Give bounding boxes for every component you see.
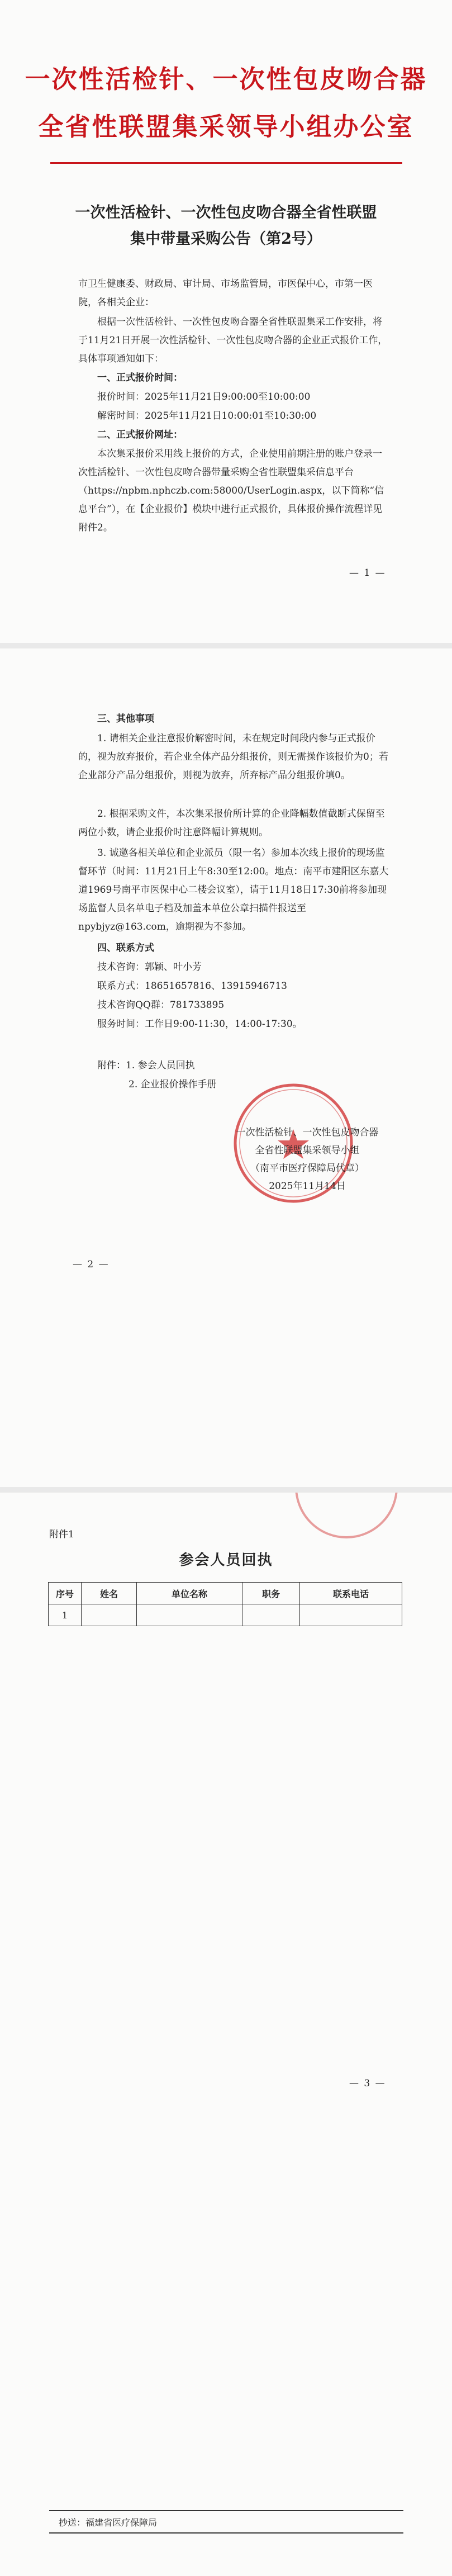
table-cell xyxy=(300,1604,402,1626)
column-header: 姓名 xyxy=(82,1583,137,1604)
table-header-row xyxy=(49,1583,402,1604)
page-3 xyxy=(0,1493,452,2576)
document-title-line-1: 一次性活检针、一次性包皮吻合器全省性联盟 xyxy=(75,204,377,221)
section-3-heading: 三、其他事项 xyxy=(97,713,154,724)
contact-phone: 联系方式：18651657816、13915946713 xyxy=(97,981,287,992)
section-2-heading: 二、正式报价网址： xyxy=(97,429,183,441)
page-number-2: — 2 — xyxy=(73,1259,110,1270)
decrypt-time: 解密时间：2025年11月21日10:00:01至10:30:00 xyxy=(97,410,317,422)
column-header: 联系电话 xyxy=(300,1583,402,1604)
attachments-label-text: 附件： xyxy=(97,1060,126,1071)
section-2-body: 本次集采报价采用线上报价的方式，企业使用前期注册的账户登录一次性活检针、一次性包皮吻合器带量采购全省性联盟集采信息平台（https://npbm.nphczb.com:58000/UserLogin.aspx，以下简称“信息平台”），在【企业报价】模块中进行正式报价，具体报价操作流程详见附件2。 xyxy=(78,448,384,533)
issuer-header-line-2: 全省性联盟集采领导小组办公室 xyxy=(38,112,414,141)
other-item-2: 2. 根据采购文件，本次集采报价所计算的企业降幅数值截断式保留至两位小数，请企业报价时注意降幅计算规则。 xyxy=(78,808,385,838)
signature-line-2: 全省性联盟集采领导小组 xyxy=(255,1145,360,1156)
quote-time: 报价时间：2025年11月21日9:00:00至10:00:00 xyxy=(97,391,311,402)
contact-staff: 技术咨询：郭颖、叶小芳 xyxy=(97,962,202,973)
attachment-2: 2. 企业报价操作手册 xyxy=(129,1079,217,1090)
attachment-1: 1. 参会人员回执 xyxy=(126,1060,195,1071)
page-1 xyxy=(0,0,452,643)
attachments-label xyxy=(78,1057,391,1075)
document-title-line-2: 集中带量采购公告（第2号） xyxy=(130,230,322,248)
column-header: 序号 xyxy=(49,1583,82,1604)
table-cell xyxy=(82,1604,137,1626)
column-header: 职务 xyxy=(242,1583,300,1604)
annex-title: 参会人员回执 xyxy=(179,1552,273,1569)
page-number-1: — 1 — xyxy=(349,567,386,579)
attendee-roster-table xyxy=(48,1582,402,1626)
signature-date: 2025年11月14日 xyxy=(269,1181,346,1192)
header-divider xyxy=(50,162,402,164)
signature-line-1: 一次性活检针、一次性包皮吻合器 xyxy=(236,1127,379,1138)
footer-rule-top xyxy=(49,2510,403,2511)
column-header: 单位名称 xyxy=(137,1583,242,1604)
cc-line: 抄送：福建省医疗保障局 xyxy=(59,2517,158,2528)
other-item-1: 1. 请相关企业注意报价解密时间，未在规定时间段内参与正式报价的，视为放弃报价，若企业全体产品分组报价，则无需操作该报价为0；若企业部分产品分组报价，则视为放弃，所弃标产品分组报价填0。 xyxy=(78,733,388,781)
page-number-3: — 3 — xyxy=(349,2078,386,2089)
page-2 xyxy=(0,648,452,1487)
signature-line-3: （南平市医疗保障局代章） xyxy=(250,1163,364,1174)
section-1-heading: 一、正式报价时间： xyxy=(97,372,183,383)
salutation: 市卫生健康委、财政局、审计局、市场监管局，市医保中心，市第一医院，各相关企业： xyxy=(78,278,373,308)
footer-rule-bottom xyxy=(49,2532,403,2534)
intro-paragraph: 根据一次性活检针、一次性包皮吻合器全省性联盟集采工作安排，将于11月21日开展一次性活检针、一次性包皮吻合器的企业正式报价工作，具体事项通知如下： xyxy=(78,316,388,364)
contact-qq: 技术咨询QQ群：781733895 xyxy=(97,1000,225,1011)
annex-label: 附件1 xyxy=(49,1529,74,1540)
section-4-heading: 四、联系方式 xyxy=(97,943,154,954)
table-cell: 1 xyxy=(49,1604,82,1626)
partial-seal-stamp xyxy=(291,1493,402,1554)
table-cell xyxy=(242,1604,300,1626)
other-item-3: 3. 诚邀各相关单位和企业派员（限一名）参加本次线上报价的现场监督环节（时间：11月21日上午8:30至12:00。地点：南平市建阳区东嘉大道1969号南平市医保中心二楼会议室），请于11月18日17:30前将参加现场监督人员名单电子档及加盖本单位公章扫描件报送至npybjyz@163.com，逾期视为不参加。 xyxy=(78,847,389,932)
issuer-header-line-1: 一次性活检针、一次性包皮吻合器 xyxy=(25,64,427,94)
service-hours: 服务时间：工作日9:00-11:30，14:00-17:30。 xyxy=(97,1019,302,1030)
table-row xyxy=(49,1604,402,1626)
table-cell xyxy=(137,1604,242,1626)
